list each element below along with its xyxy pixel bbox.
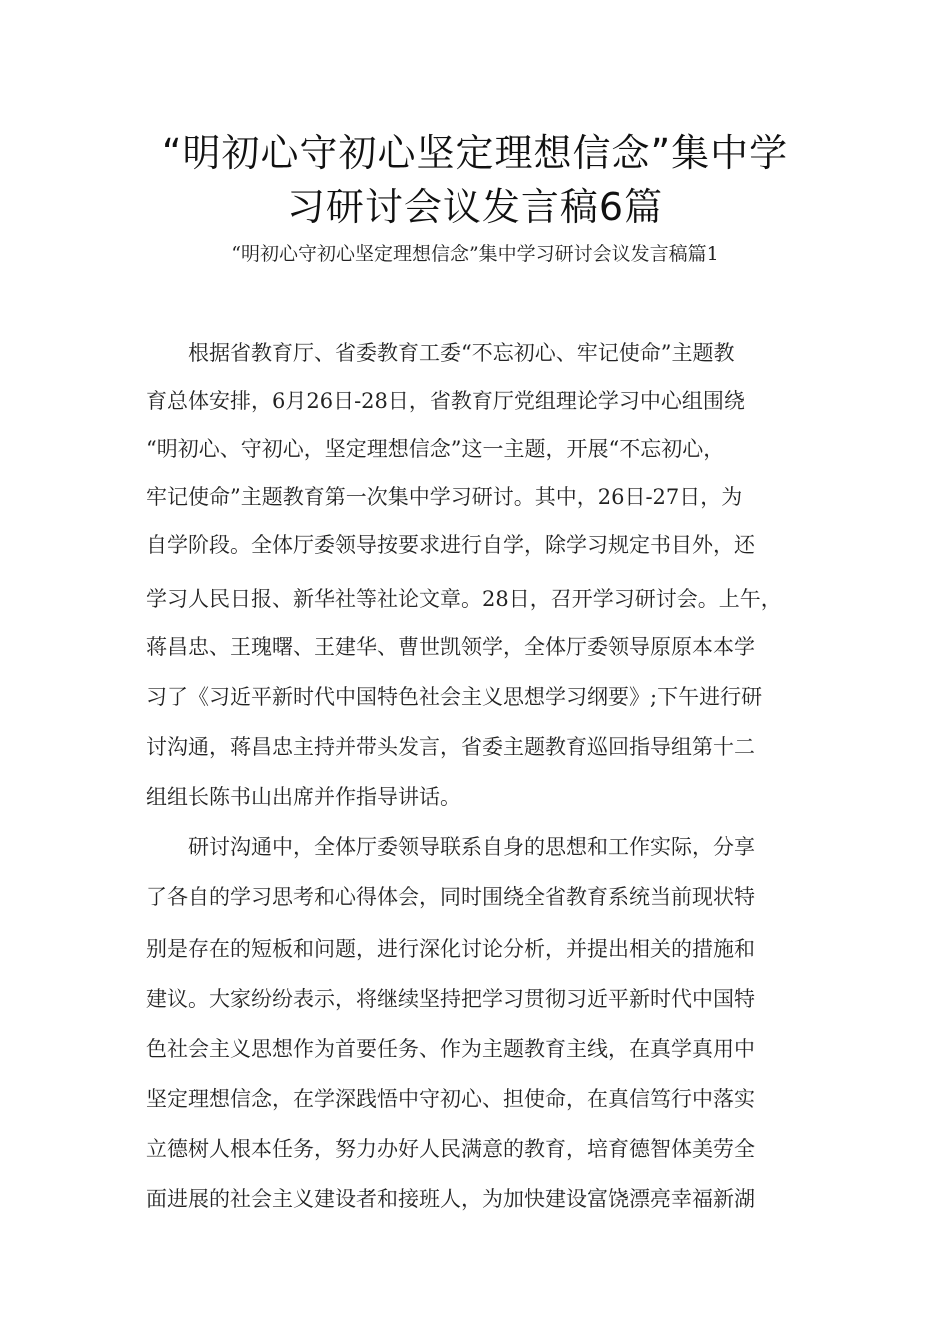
body-line: 组组长陈书山出席并作指导讲话。: [146, 785, 461, 809]
document-subtitle: “明初心守初心坚定理想信念”集中学习研讨会议发言稿篇1: [231, 243, 719, 265]
body-line: 根据省教育厅、省委教育工委“不忘初心、牢记使命”主题教: [146, 341, 735, 365]
document-title-line-1: “明初心守初心坚定理想信念”集中学: [161, 131, 789, 175]
body-line: 色社会主义思想作为首要任务、作为主题教育主线，在真学真用中: [146, 1037, 755, 1061]
body-line: 习了《习近平新时代中国特色社会主义思想学习纲要》;下午进行研: [146, 685, 763, 709]
body-line: 了各自的学习思考和心得体会，同时围绕全省教育系统当前现状特: [146, 885, 755, 909]
body-line: 面进展的社会主义建设者和接班人，为加快建设富饶漂亮幸福新湖: [146, 1187, 755, 1211]
body-line: 立德树人根本任务，努力办好人民满意的教育，培育德智体美劳全: [146, 1137, 755, 1161]
body-line: 牢记使命”主题教育第一次集中学习研讨。其中，26日-27日，为: [146, 485, 743, 509]
body-line: 建议。大家纷纷表示，将继续坚持把学习贯彻习近平新时代中国特: [146, 987, 755, 1011]
body-line: 别是存在的短板和问题，进行深化讨论分析，并提出相关的措施和: [146, 937, 755, 961]
body-line: 讨沟通，蒋昌忠主持并带头发言，省委主题教育巡回指导组第十二: [146, 735, 755, 759]
document-title-line-2: 习研讨会议发言稿6篇: [286, 185, 664, 229]
body-line: 育总体安排，6月26日-28日，省教育厅党组理论学习中心组围绕: [146, 389, 745, 413]
body-line: “明初心、守初心，坚定理想信念”这一主题，开展“不忘初心，: [146, 437, 725, 461]
body-line: 自学阶段。全体厅委领导按要求进行自学，除学习规定书目外，还: [146, 533, 755, 557]
body-line: 学习人民日报、新华社等社论文章。28日，召开学习研讨会。上午，: [146, 587, 782, 611]
body-line: 研讨沟通中，全体厅委领导联系自身的思想和工作实际，分享: [146, 835, 755, 859]
body-line: 坚定理想信念，在学深践悟中守初心、担使命，在真信笃行中落实: [146, 1087, 755, 1111]
body-line: 蒋昌忠、王瑰曙、王建华、曹世凯领学，全体厅委领导原原本本学: [146, 635, 755, 659]
